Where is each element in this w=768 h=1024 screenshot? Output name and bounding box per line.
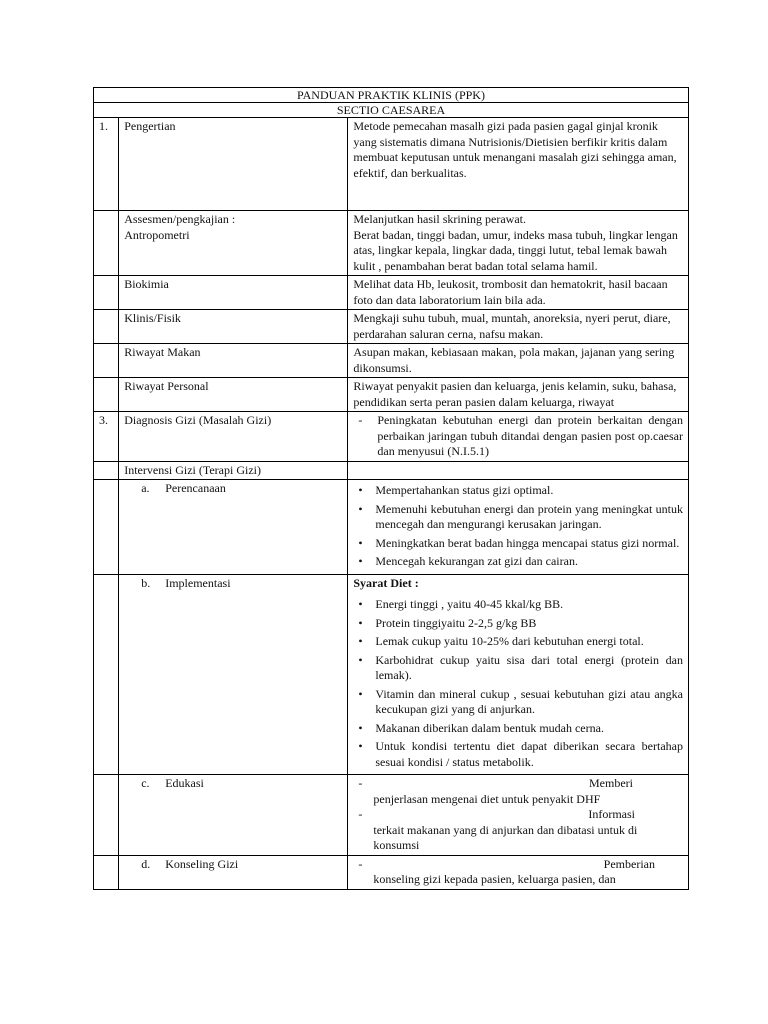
sub-letter: a. xyxy=(141,481,150,495)
table-row xyxy=(94,378,689,412)
row-label xyxy=(119,211,348,276)
dash-marker: - xyxy=(358,807,363,821)
row-number: 3. xyxy=(94,412,119,462)
sub-label: Edukasi xyxy=(165,776,204,790)
ppk-document xyxy=(93,87,689,890)
row-label: Riwayat Makan xyxy=(119,344,348,378)
sub-label: Perencanaan xyxy=(165,481,226,495)
row-content xyxy=(348,480,689,575)
table-row xyxy=(94,310,689,344)
row-content xyxy=(348,211,689,276)
table-row xyxy=(94,574,689,775)
diagnosis-item xyxy=(353,413,683,460)
list-item: • Mempertahankan status gizi optimal. xyxy=(353,483,683,499)
row-content xyxy=(348,574,689,775)
row-content xyxy=(348,775,689,856)
row-label: Diagnosis Gizi (Masalah Gizi) xyxy=(119,412,348,462)
row-content xyxy=(348,855,689,889)
konseling-item-1-body: konseling gizi kepada pasien, keluarga pasien, dan xyxy=(373,872,616,886)
row-label: Intervensi Gizi (Terapi Gizi) xyxy=(119,461,348,480)
table-row xyxy=(94,211,689,276)
row-label xyxy=(119,480,348,575)
diagnosis-text: Peningkatan kebutuhan energi dan protein berkaitan dengan perbaikan jaringan tubuh ditandai dengan pasien post op.caesar dan menyusui (N.I.5.1) xyxy=(377,413,683,458)
title-row xyxy=(94,88,689,103)
row-label xyxy=(119,775,348,856)
row-number: 1. xyxy=(94,118,119,211)
sub-letter: b. xyxy=(141,575,151,590)
subtitle-row xyxy=(94,103,689,118)
sub-label: Implementasi xyxy=(165,575,231,590)
list-item: • Protein tinggiyaitu 2-2,5 g/kg BB xyxy=(353,616,683,632)
table-row xyxy=(94,276,689,310)
konseling-item-1-word: Pemberian xyxy=(603,856,655,871)
document-title: PANDUAN PRAKTIK KLINIS (PPK) xyxy=(94,88,689,103)
sub-letter: c. xyxy=(141,776,150,790)
table-row xyxy=(94,344,689,378)
row-label: Klinis/Fisik xyxy=(119,310,348,344)
list-item: • Mencegah kekurangan zat gizi dan cairan. xyxy=(353,554,683,570)
dash-marker: - xyxy=(358,413,363,427)
table-row xyxy=(94,412,689,462)
row-content: Riwayat penyakit pasien dan keluarga, jenis kelamin, suku, bahasa, pendidikan serta peran pasien dalam keluarga, riwayat xyxy=(348,378,689,412)
list-item: • Lemak cukup yaitu 10-25% dari kebutuhan energi total. xyxy=(353,634,683,650)
row-content: Asupan makan, kebiasaan makan, pola makan, jajanan yang sering dikonsumsi. xyxy=(348,344,689,378)
table-row xyxy=(94,775,689,856)
antropometri-label: Antropometri xyxy=(124,227,190,242)
perencanaan-list xyxy=(353,483,683,570)
document-subtitle: SECTIO CAESAREA xyxy=(94,103,689,118)
edukasi-item-1-body: penjerlasan mengenai diet untuk penyakit DHF xyxy=(373,791,601,806)
edukasi-item-1-head xyxy=(353,776,683,792)
assesmen-line-1: Melanjutkan hasil skrining perawat. xyxy=(353,212,526,226)
dash-marker: - xyxy=(358,776,363,790)
syarat-diet-heading: Syarat Diet : xyxy=(353,575,419,590)
sub-label: Konseling Gizi xyxy=(165,856,239,871)
list-item: • Makanan diberikan dalam bentuk mudah cerna. xyxy=(353,721,683,737)
table-row xyxy=(94,855,689,889)
list-item: • Memenuhi kebutuhan energi dan protein yang meningkat untuk mencegah dan mengurangi kerusakan jaringan. xyxy=(353,502,683,533)
list-item: • Untuk kondisi tertentu diet dapat diberikan secara bertahap sesuai kondisi / status metabolik. xyxy=(353,739,683,770)
row-label: Biokimia xyxy=(119,276,348,310)
ppk-table xyxy=(93,87,689,890)
table-row xyxy=(94,118,689,211)
assesmen-line-2: Berat badan, tinggi badan, umur, indeks masa tubuh, lingkar lengan atas, lingkar kepala, lingkar dada, tinggi lutut, tebal lemak bawah kulit , penambahan berat badan total selama hamil. xyxy=(353,227,678,273)
table-row xyxy=(94,480,689,575)
edukasi-item-2-body: terkait makanan yang di anjurkan dan dibatasi untuk di konsumsi xyxy=(373,822,638,852)
assesmen-label: Assesmen/pengkajian : xyxy=(124,212,236,226)
row-label: Riwayat Personal xyxy=(119,378,348,412)
konseling-item-1-head xyxy=(353,857,683,873)
edukasi-item-2-word: Informasi xyxy=(588,807,635,821)
list-item: • Vitamin dan mineral cukup , sesuai kebutuhan gizi atau angka kecukupan gizi yang di anjurkan. xyxy=(353,687,683,718)
row-label xyxy=(119,855,348,889)
implementasi-list xyxy=(353,597,683,770)
row-content: Metode pemecahan masalh gizi pada pasien gagal ginjal kronik yang sistematis dimana Nutrisionis/Dietisien berfikir kritis dalam membuat keputusan untuk menangani masalah gizi sehingga aman, efektif, dan berkualitas. xyxy=(348,118,689,211)
row-label: Pengertian xyxy=(119,118,348,211)
list-item: • Energi tinggi , yaitu 40-45 kkal/kg BB. xyxy=(353,597,683,613)
edukasi-item-2-head xyxy=(353,807,683,823)
row-content: Melihat data Hb, leukosit, trombosit dan hematokrit, hasil bacaan foto dan data laboratorium lain bila ada. xyxy=(348,276,689,310)
table-row xyxy=(94,461,689,480)
dash-marker: - xyxy=(358,856,363,871)
row-label xyxy=(119,574,348,775)
list-item: • Meningkatkan berat badan hingga mencapai status gizi normal. xyxy=(353,536,683,552)
list-item: • Karbohidrat cukup yaitu sisa dari total energi (protein dan lemak). xyxy=(353,653,683,684)
sub-letter: d. xyxy=(141,856,151,871)
row-content xyxy=(348,412,689,462)
edukasi-item-1-word: Memberi xyxy=(589,776,633,790)
row-content: Mengkaji suhu tubuh, mual, muntah, anoreksia, nyeri perut, diare, perdarahan saluran cerna, nafsu makan. xyxy=(348,310,689,344)
